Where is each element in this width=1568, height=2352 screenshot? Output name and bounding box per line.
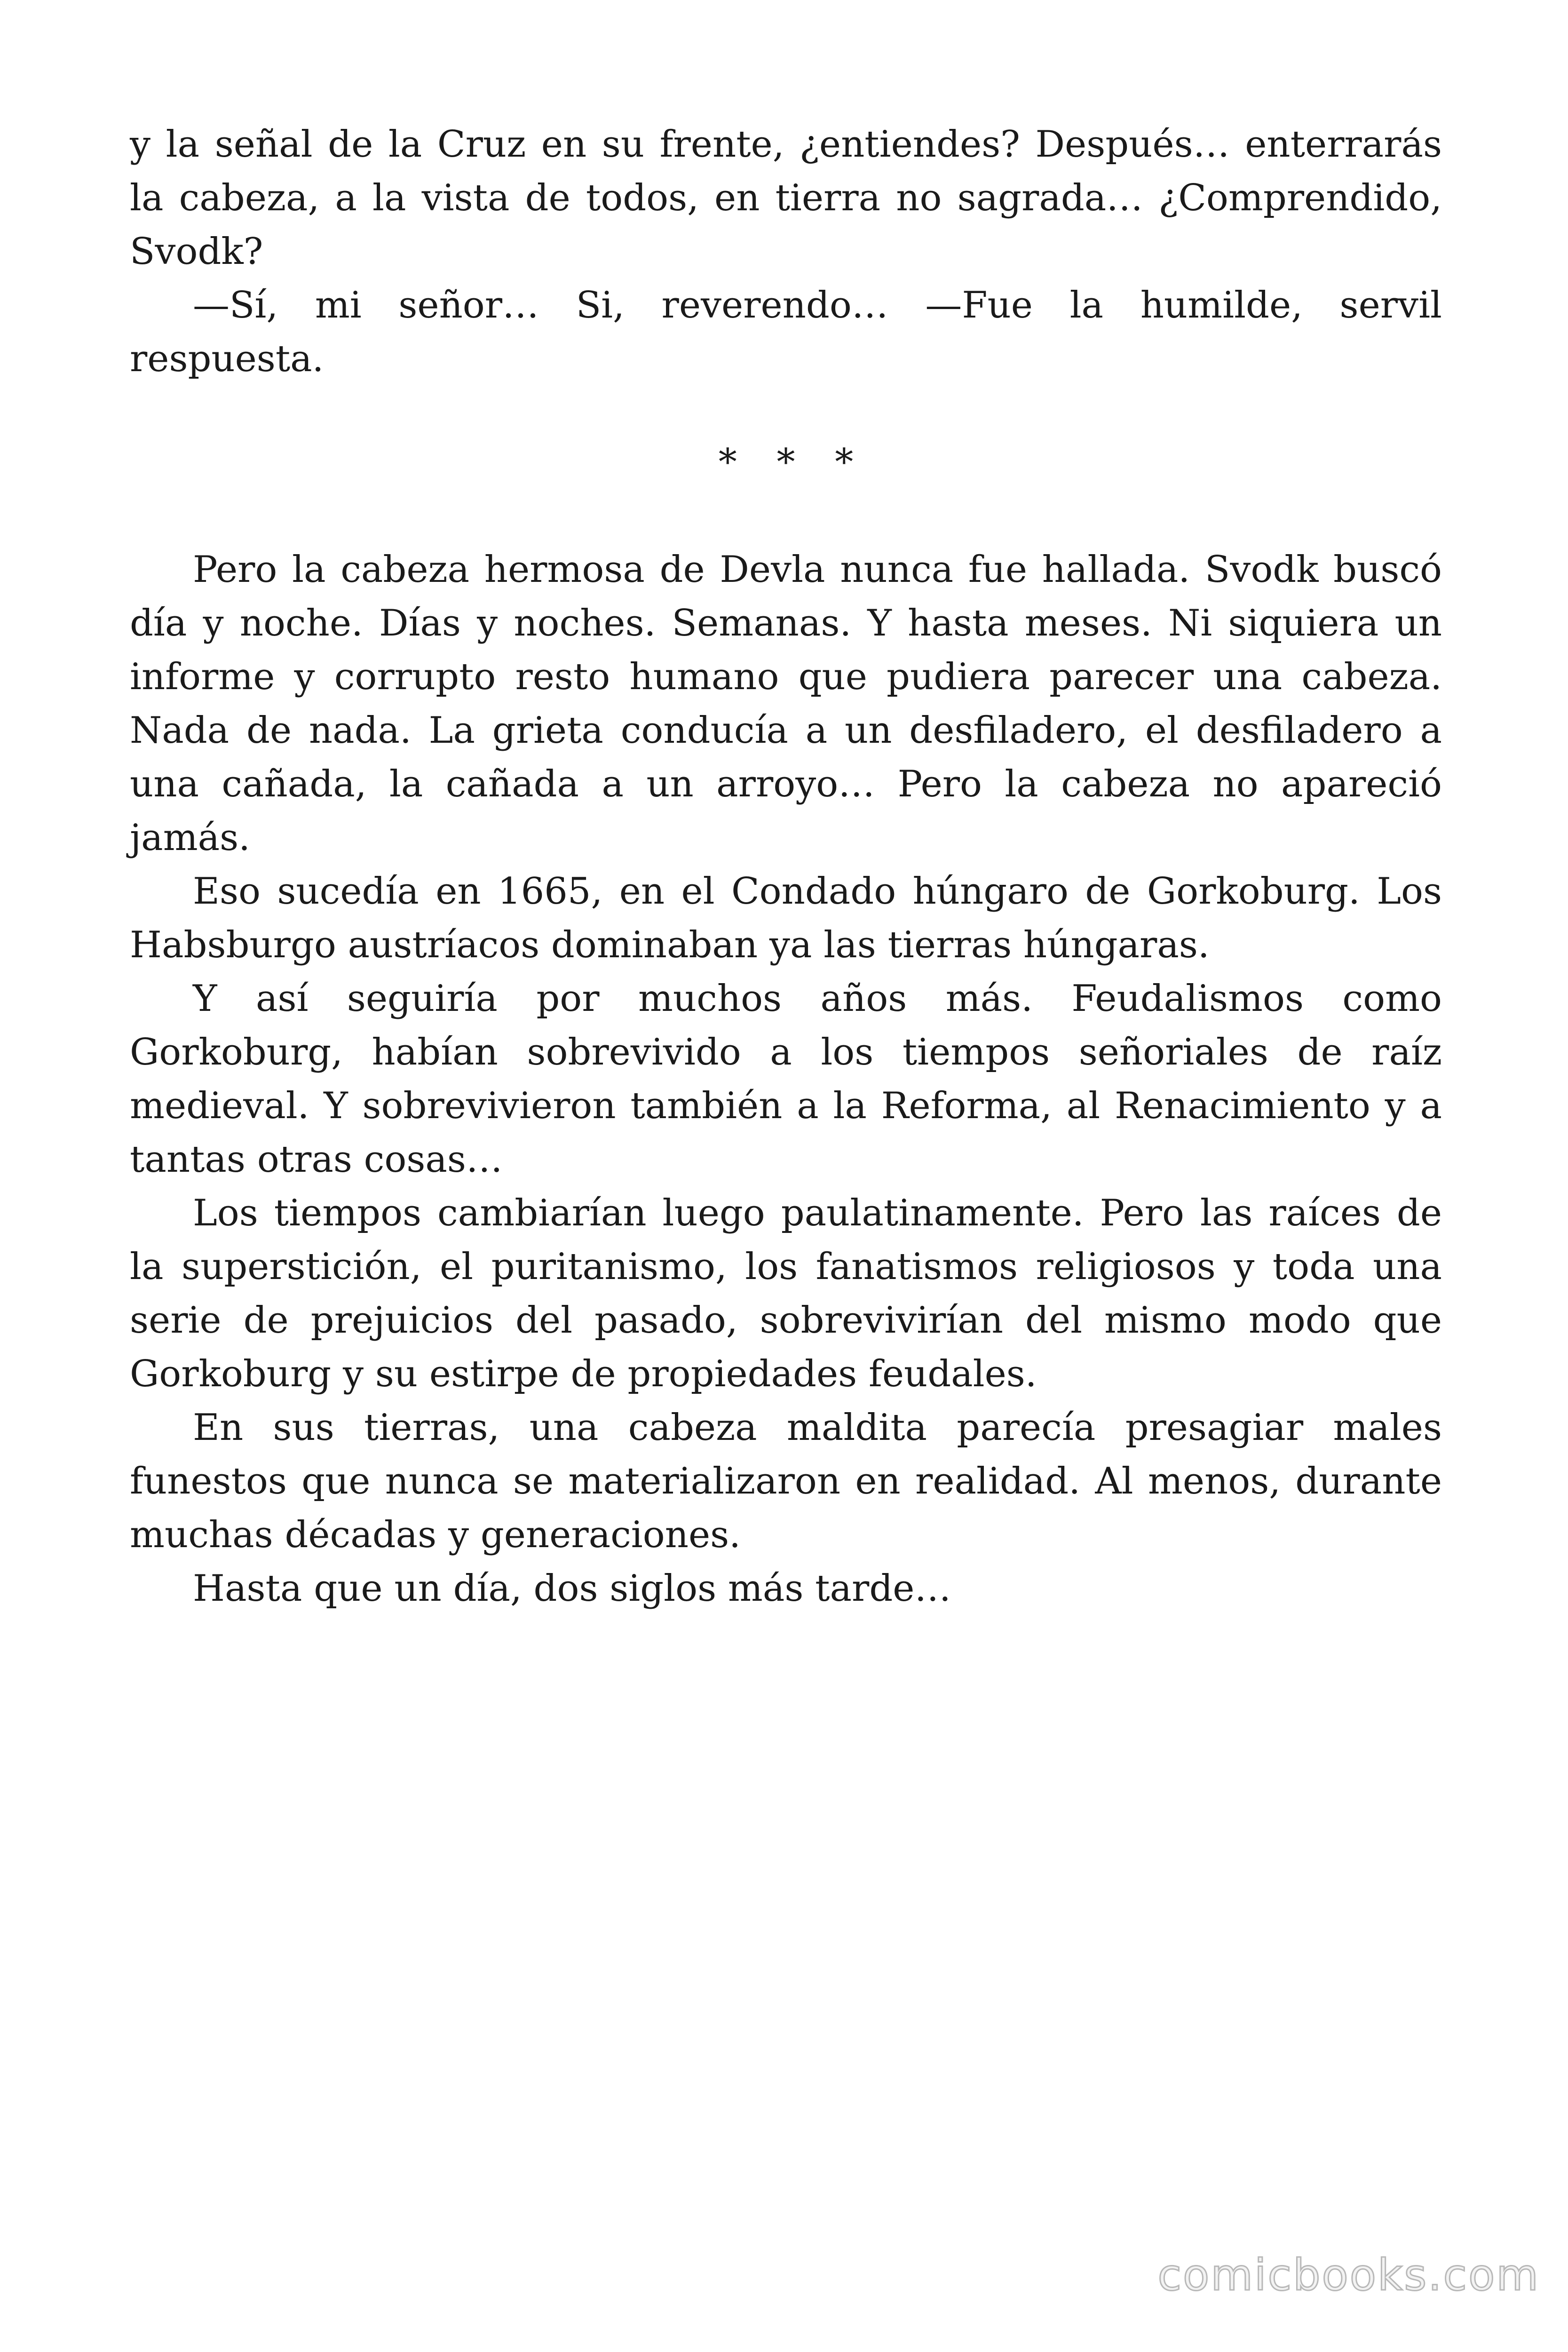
paragraph: En sus tierras, una cabeza maldita parecía presagiar males funestos que nunca se materializaron en realidad. Al menos, durante muchas décadas y generaciones. — [130, 1406, 1442, 1556]
site-watermark: comicbooks.com — [1157, 2250, 1540, 2300]
paragraph: Los tiempos cambiarían luego paulatinamente. Pero las raíces de la superstición, el puritanismo, los fanatismos religiosos y toda una serie de prejuicios del pasado, sobrevivirían del mismo modo que Gorkoburg y su estirpe de propiedades feudales. — [130, 1192, 1442, 1395]
section-separator: * * * — [718, 441, 868, 484]
paragraph: Eso sucedía en 1665, en el Condado húngaro de Gorkoburg. Los Habsburgo austríacos dominaban ya las tierras húngaras. — [130, 870, 1442, 966]
paragraph: Hasta que un día, dos siglos más tarde… — [193, 1567, 951, 1610]
paragraph: Pero la cabeza hermosa de Devla nunca fue hallada. Svodk buscó día y noche. Días y noches. Semanas. Y hasta meses. Ni siquiera un informe y corrupto resto humano que pudiera parecer una cabeza. Nada de nada. La grieta conducía a un desfiladero, el desfiladero a una cañada, la cañada a un arroyo… Pero la cabeza no apareció jamás. — [130, 548, 1442, 859]
body-text — [130, 118, 1442, 1615]
paragraph: Y así seguiría por muchos años más. Feudalismos como Gorkoburg, habían sobrevivido a los tiempos señoriales de raíz medieval. Y sobrevivieron también a la Reforma, al Renacimiento y a tantas otras cosas… — [130, 977, 1442, 1181]
continuation-paragraph: y la señal de la Cruz en su frente, ¿entiendes? Después… enterrarás la cabeza, a la vista de todos, en tierra no sagrada… ¿Comprendido, Svodk? — [130, 123, 1442, 273]
dialogue-paragraph: —Sí, mi señor… Si, reverendo… —Fue la humilde, servil respuesta. — [130, 284, 1442, 380]
